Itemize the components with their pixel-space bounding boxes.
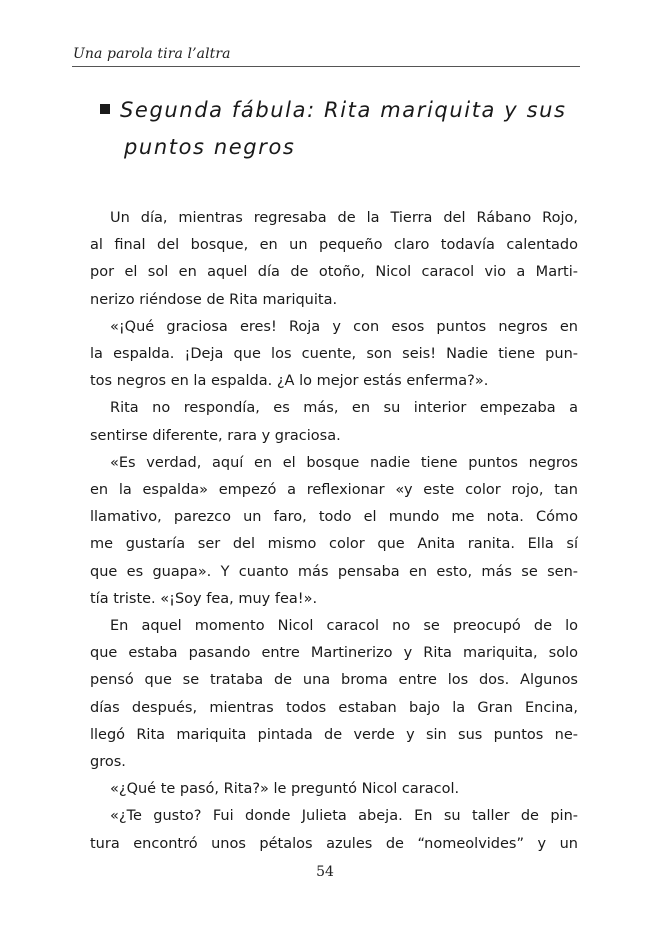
text-line: «¿Qué te pasó, Rita?» le preguntó Nicol caracol. — [110, 781, 460, 798]
text-line: llegó Rita mariquita pintada de verde y sin sus puntos ne- — [90, 726, 578, 743]
text-line: días después, mientras todos estaban bajo la Gran Encina, — [90, 699, 578, 716]
text-line: en la espalda» empezó a reflexionar «y este color rojo, tan — [90, 482, 578, 499]
text-line: En aquel momento Nicol caracol no se preocupó de lo — [110, 618, 578, 635]
text-line: Rita no respondía, es más, en su interior empezaba a — [110, 400, 578, 417]
text-line: tía triste. «¡Soy fea, muy fea!». — [90, 590, 318, 607]
text-line: «¡Qué graciosa eres! Roja y con esos puntos negros en — [110, 318, 578, 335]
text-line: me gustaría ser del mismo color que Anita ranita. Ella sí — [90, 536, 578, 553]
text-line: nerizo riéndose de Rita mariquita. — [90, 291, 338, 308]
text-line: sentirse diferente, rara y graciosa. — [90, 427, 341, 444]
square-bullet-icon — [100, 104, 110, 114]
text-line: tos negros en la espalda. ¿A lo mejor estás enferma?». — [90, 373, 489, 390]
text-line: «Es verdad, aquí en el bosque nadie tiene puntos negros — [110, 454, 578, 471]
text-line: llamativo, parezco un faro, todo el mundo me nota. Cómo — [90, 509, 578, 526]
text-line: que estaba pasando entre Martinerizo y Rita mariquita, solo — [90, 645, 578, 662]
header-rule — [72, 66, 580, 67]
text-line: «¿Te gusto? Fui donde Julieta abeja. En su taller de pin- — [110, 808, 578, 825]
page-number: 54 — [316, 864, 334, 880]
text-line: tura encontró unos pétalos azules de “nomeolvides” y un — [90, 835, 578, 852]
heading-line-1: Segunda fábula: Rita mariquita y sus — [120, 98, 567, 122]
body-text — [90, 205, 578, 858]
section-heading — [100, 92, 570, 166]
heading-line-2: puntos negros — [124, 135, 296, 159]
running-header: Una parola tira l’altra — [73, 46, 231, 62]
text-line: pensó que se trataba de una broma entre los dos. Algunos — [90, 672, 578, 689]
text-line: la espalda. ¡Deja que los cuente, son seis! Nadie tiene pun- — [90, 346, 578, 363]
text-line: que es guapa». Y cuanto más pensaba en esto, más se sen- — [90, 563, 578, 580]
text-line: al final del bosque, en un pequeño claro todavía calentado — [90, 237, 578, 254]
text-line: por el sol en aquel día de otoño, Nicol caracol vio a Marti- — [90, 264, 578, 281]
text-line: gros. — [90, 754, 126, 771]
text-line: Un día, mientras regresaba de la Tierra del Rábano Rojo, — [110, 210, 578, 226]
